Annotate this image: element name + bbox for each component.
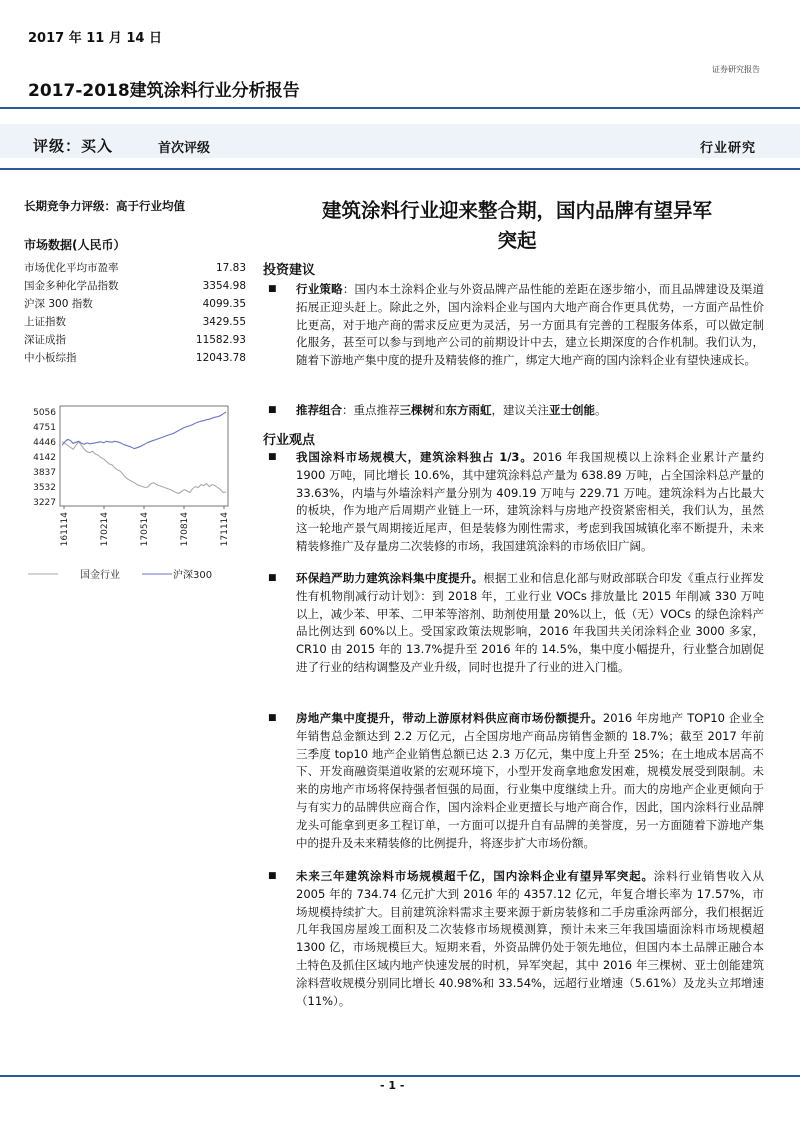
y-tick-label: 3837 xyxy=(33,467,56,478)
first-rating-label: 首次评级 xyxy=(158,141,211,156)
y-tick-label: 4751 xyxy=(33,423,56,434)
real-estate-text: 2016 年房地产 TOP10 企业全年销售总金额达到 2.2 万亿元，占全国房地产商品房销售金额的 18.7%；截至 2017 年前三季度 top10 地产企业销售总额已达 2.3 万亿元，集中度上升至 25%；在土地成本居高不下、开发商融资渠道收紧的宏观环境下，小型开发商拿地愈发困难，规模发展受到限制。未来的房地产市场将保持强者恒强的局面，行业集中度继续上升。而大的房地产企业更倾向于与有实力的品牌供应商合作，国内涂料企业更擅长与地产商合作，因此，国内涂料行业品牌龙头可能拿到更多工程订单，一方面可以提升自有品牌的美誉度，另一方面随着下游地产集中的提升及未来精装修的比例提升，将逐步扩大市场份额。 xyxy=(296,711,764,850)
market-data-label: 国金多种化学品指数 xyxy=(24,280,119,292)
market-scale-lead: 我国涂料市场规模大，建筑涂料独占 1/3。 xyxy=(296,450,533,464)
bullet-outlook xyxy=(268,868,764,1010)
legend-label-hs300: 沪深300 xyxy=(173,570,213,581)
portfolio-text-4: 。 xyxy=(595,403,607,417)
y-tick-label: 3227 xyxy=(33,498,56,508)
bullet-square-icon: ■ xyxy=(268,871,277,881)
report-title: 2017-2018建筑涂料行业分析报告 xyxy=(28,81,300,101)
market-data-row xyxy=(24,349,246,367)
market-data-label: 市场优化平均市盈率 xyxy=(24,262,119,274)
market-data-row xyxy=(24,313,246,331)
portfolio-text-2: 和 xyxy=(434,403,446,417)
stock-yashichuangneng: 亚士创能 xyxy=(549,403,595,417)
rating-bar xyxy=(0,124,800,158)
category-label: 行业研究 xyxy=(699,141,756,156)
market-data-label: 中小板综指 xyxy=(24,352,77,364)
market-data-label: 沪深 300 指数 xyxy=(24,298,93,310)
x-tick-label: 170214 xyxy=(100,512,110,547)
bullet-portfolio xyxy=(268,402,764,420)
x-tick-label: 170514 xyxy=(140,512,150,547)
environment-text: 根据工业和信息化部与财政部联合印发《重点行业挥发性有机物削减行动计划》：到 2018 年，工业行业 VOCs 排放量比 2015 年削减 330 万吨以上，减少苯、甲苯、二甲苯等溶剂、助剂使用量 20%以上，低（无）VOCs 的绿色涂料产品比例达到 60%以上。受国家政策法规影响，2016 年我国共关闭涂料企业 3000 多家，CR10 由 2015 年的 13.7%提升至 2016 年的 14.5%，集中度小幅提升，行业整合加剧促进了行业的结构调整及产业升级，同时也提升了行业的进入门槛。 xyxy=(296,571,764,674)
x-tick-label: 171114 xyxy=(220,512,230,547)
series-line-index xyxy=(62,442,226,494)
bullet-square-icon: ■ xyxy=(268,284,277,294)
sidebar xyxy=(24,198,246,367)
y-tick-label: 5056 xyxy=(33,408,56,418)
market-data-value: 4099.35 xyxy=(202,298,246,310)
market-data-value: 3354.98 xyxy=(202,280,246,292)
header-divider xyxy=(0,107,800,109)
section-invest: 投资建议 xyxy=(263,263,316,278)
market-data-label: 上证指数 xyxy=(24,316,66,328)
heading-line-1: 建筑涂料行业迎来整合期，国内品牌有望异军 xyxy=(321,199,712,222)
stock-dongfangyuhong: 东方雨虹 xyxy=(445,403,492,417)
heading-line-2: 突起 xyxy=(497,229,537,252)
bullet-strategy xyxy=(268,281,764,370)
legend-label-index: 国金行业 xyxy=(80,570,120,581)
environment-lead: 环保趋严助力建筑涂料集中度提升。 xyxy=(296,571,484,585)
portfolio-text-1: ：重点推荐 xyxy=(342,403,400,417)
market-data-value: 17.83 xyxy=(215,262,246,274)
bullet-square-icon: ■ xyxy=(268,452,277,462)
doc-type-label: 证券研究报告 xyxy=(712,65,760,74)
bullet-square-icon: ■ xyxy=(268,573,277,583)
real-estate-lead: 房地产集中度提升，带动上游原材料供应商市场份额提升。 xyxy=(296,711,603,725)
strategy-lead: 行业策略 xyxy=(296,282,343,296)
page-number: - 1 - xyxy=(380,1079,405,1092)
rating-label: 评级：买入 xyxy=(33,137,114,155)
long-term-rating: 长期竞争力评级：高于行业均值 xyxy=(24,199,185,213)
rating-divider xyxy=(0,168,800,170)
market-data-title: 市场数据(人民币） xyxy=(24,238,126,252)
section-view: 行业观点 xyxy=(263,433,316,448)
market-data-label: 深证成指 xyxy=(24,334,66,346)
x-tick-label: 170814 xyxy=(180,512,190,547)
stock-sankeshu: 三棵树 xyxy=(399,403,434,417)
market-data-value: 12043.78 xyxy=(195,352,246,364)
x-tick-label: 161114 xyxy=(60,512,70,547)
bullet-square-icon: ■ xyxy=(268,405,277,415)
report-date: 2017 年 11 月 14 日 xyxy=(28,31,162,46)
portfolio-lead: 推荐组合 xyxy=(296,403,342,417)
portfolio-text-3: ，建议关注 xyxy=(491,403,549,417)
index-chart xyxy=(20,398,248,598)
market-data-list xyxy=(24,259,246,367)
market-data-value: 11582.93 xyxy=(195,334,246,346)
footer-divider xyxy=(0,1075,800,1077)
outlook-lead: 未来三年建筑涂料市场规模超千亿，国内涂料企业有望异军突起。 xyxy=(296,869,654,883)
market-data-row xyxy=(24,259,246,277)
y-tick-label: 4446 xyxy=(33,438,56,449)
strategy-text: ：国内本土涂料企业与外资品牌产品性能的差距在逐步缩小，而且品牌建设及渠道拓展正迎头赶上。除此之外，国内涂料企业与国内大地产商合作更具优势，一方面产品性价比更高，对于地产商的需求反应更为灵活，另一方面具有完善的工程服务体系，可以做定制化服务，甚至可以参与到地产公司的前期设计中去，建立长期深度的合作机制。我们认为，随着下游地产集中度的提升及精装修的推广，绑定大地产商的国内涂料企业有望快速成长。 xyxy=(296,282,765,368)
bullet-square-icon: ■ xyxy=(268,713,277,723)
market-data-value: 3429.55 xyxy=(202,316,246,328)
market-scale-text: 2016 年我国规模以上涂料企业累计产量约 1900 万吨，同比增长 10.6%，其中建筑涂料总产量为 638.89 万吨，占全国涂料总产量的 33.63%，内墙与外墙涂料产量分别为 409.19 万吨与 229.71 万吨。建筑涂料为占比最大的板块，作为地产后周期产业链上一环，建筑涂料与房地产投资紧密相关，我们认为，虽然这一轮地产景气周期接近尾声，但是装修为刚性需求，考虑到我国城镇化率不断提升，未来精装修推广及存量房二次装修的市场，我国建筑涂料的市场依旧广阔。 xyxy=(296,450,764,553)
market-data-row xyxy=(24,331,246,349)
outlook-text: 涂料行业销售收入从 2005 年的 734.74 亿元扩大到 2016 年的 4357.12 亿元，年复合增长率为 17.57%，市场规模持续扩大。目前建筑涂料需求主要来源于新房装修和二手房重涂两部分，我们根据近几年我国房屋竣工面积及二次装修市场规模测算，预计未来三年我国墙面涂料市场规模超 1300 亿，市场规模巨大。短期来看，外资品牌仍处于领先地位，但国内本土品牌正融合本土特色及抓住区域内地产快速发展的时机，异军突起，其中 2016 年三棵树、亚士创能建筑涂料营收规模分别同比增长 40.98%和 33.54%，远超行业增速（5.61%）及龙头立邦增速（11%）。 xyxy=(296,869,764,1008)
y-tick-label: 3532 xyxy=(33,482,56,493)
bullet-market-scale xyxy=(268,449,764,556)
y-tick-label: 4142 xyxy=(33,452,56,463)
bullet-environment xyxy=(268,570,764,677)
market-data-row xyxy=(24,277,246,295)
bullet-real-estate xyxy=(268,710,764,852)
series-line-hs300 xyxy=(62,412,226,449)
report-heading xyxy=(262,196,772,256)
market-data-row xyxy=(24,295,246,313)
